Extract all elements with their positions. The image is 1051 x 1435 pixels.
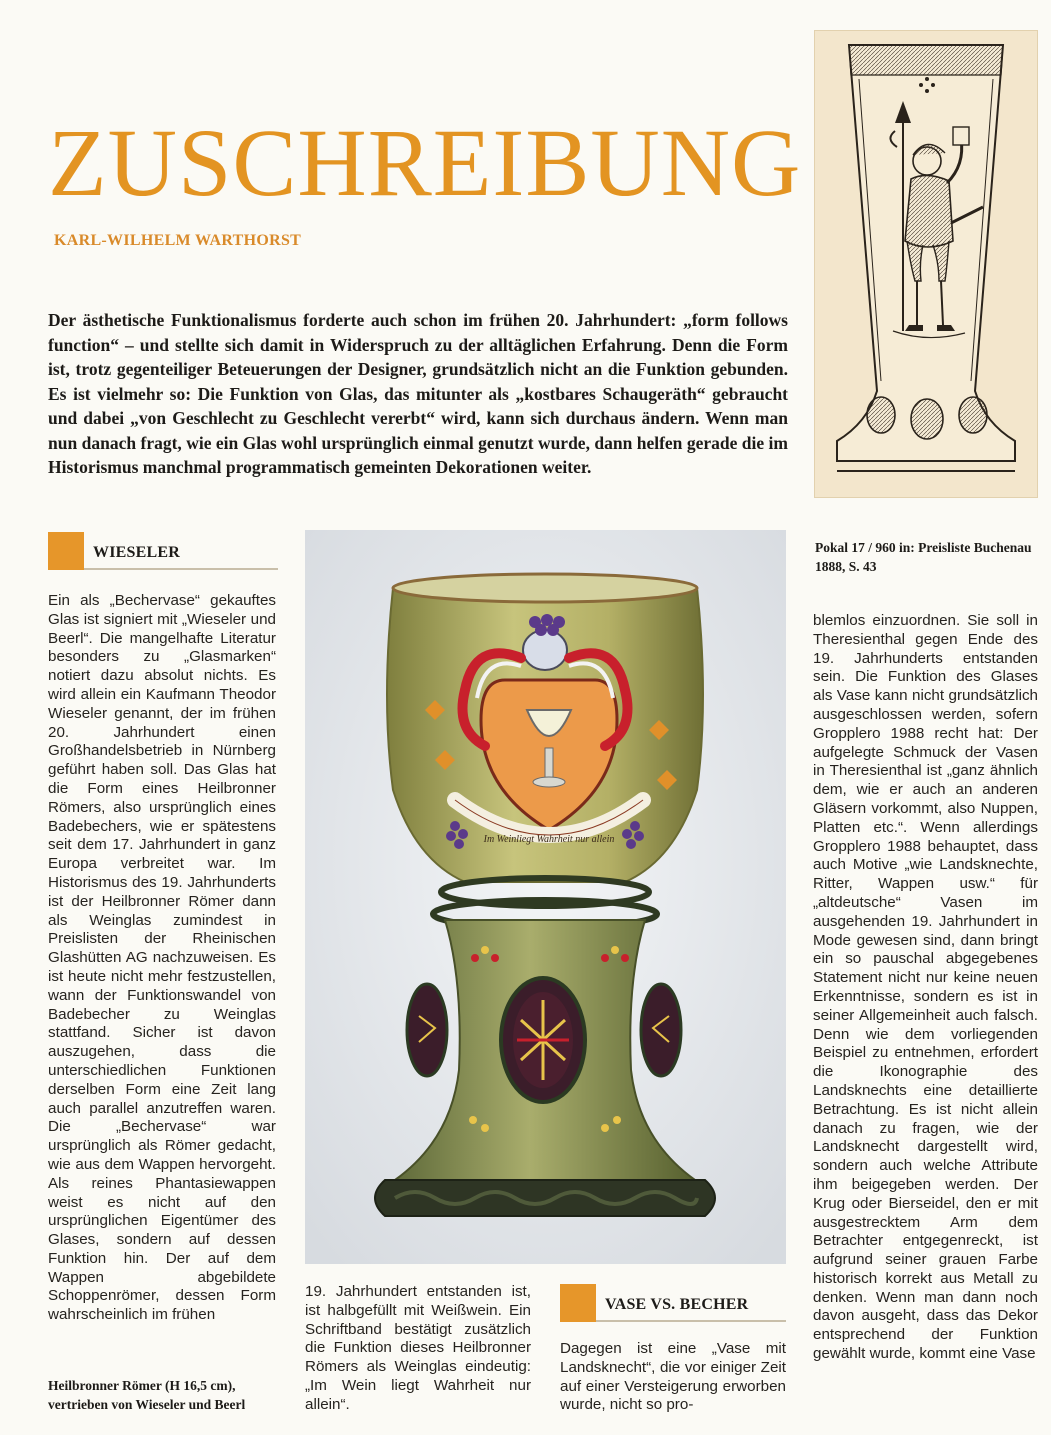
body-column-3: Dagegen ist eine „Vase mit Landsknecht“, die vor einiger Zeit auf einer Versteigerung erworben wurde, nicht so pro- bbox=[560, 1340, 786, 1414]
roemer-photo bbox=[305, 530, 786, 1264]
section-marker-square bbox=[48, 532, 84, 570]
body-column-2: 19. Jahrhundert entstanden ist, ist halbgefüllt mit Weißwein. Ein Schriftband bestätigt zusätzlich die Funktion dieses Heilbronner Römers als Weinglas eindeutig: „Im Wein liegt Wahrheit nur allein“. bbox=[305, 1283, 531, 1413]
section-title-vase: VASE VS. BECHER bbox=[605, 1295, 749, 1313]
section-title-wieseler: WIESELER bbox=[93, 543, 180, 561]
section-marker-square bbox=[560, 1284, 596, 1322]
body-column-4: blemlos einzuordnen. Sie soll in Theresienthal gegen Ende des 19. Jahrhunderts entstanden sein. Die Funktion des Glases als Vase kann nicht grundsätzlich ausgeschlossen werden, sofern Gropplero 1988 recht hat: Der aufgelegte Schmuck der Vasen in Theresienthal ist „ganz ähnlich dem, wie er auch an anderen Gläsern vorkommt, also Nuppen, Platten etc.“. Wenn allerdings Gropplero 1988 behauptet, dass auch Motive „wie Landsknechte, Ritter, Wappen usw.“ für „altdeutsche“ Vasen im ausgehenden 19. Jahrhundert in Mode gewesen sind, dann bringt ein so pauschal abgegebenes Statement nicht nur keine neuen Erkenntnisse, sondern es ist in seiner Allgemeinheit auch falsch. Denn wie dem vorliegenden Beispiel zu entnehmen, erfordert die Ikonographie des Landsknechts eine detaillierte Betrachtung. Es ist nicht allein danach zu fragen, wie der Landsknecht dargestellt wird, sondern auch welche Attribute ihm beigegeben werden. Der Krug oder Bierseidel, den er mit ausgestrecktem Arm dem Betrachter entgegenreckt, ist aufgrund seiner grauen Farbe historisch korrekt aus Metall zu denken. Wenn man dann noch davon ausgeht, dass das Dekor entsprechend der Funktion gewählt wurde, kommt eine Vase bbox=[813, 612, 1038, 1363]
body-column-1: Ein als „Bechervase“ gekauftes Glas ist signiert mit „Wieseler und Beerl“. Die mangelhafte Literatur besonders zu „Glasmarken“ notiert dazu absolut nichts. Es wird allein ein Kaufmann Theodor Wieseler genannt, der im frühen 20. Jahrhundert einen Großhandelsbetrieb in Nürnberg geführt haben soll. Das Glas hat die Form eines Heilbronner Römers, also ursprünglich eines Badebechers, wie er spätestens seit dem 17. Jahrhundert in ganz Europa verbreitet war. Im Historismus des 19. Jahrhunderts ist der Heilbronner Römer dann als Weinglas zumindest in Preislisten der Rheinischen Glashütten AG nachzuweisen. Es ist heute nicht mehr festzustellen, wann der Funktionswandel von Badebecher zu Weinglas stattfand. Sicher ist davon auszugehen, dass die unterschiedlichen Funktionen derselben Form eine Zeit lang auch parallel anzutreffen waren. Die „Bechervase“ war ursprünglich als Römer gedacht, wie aus dem Wappen hervorgeht. Als reines Phantasiewappen weist es nicht auf den ursprünglichen Eigentümer des Glases, sondern auf dessen Funktion hin. Der auf dem Wappen abgebildete Schoppenrömer, dessen Form wahrscheinlich im frühen bbox=[48, 592, 276, 1324]
author-byline: KARL-WILHELM WARTHORST bbox=[54, 232, 302, 249]
section-rule bbox=[596, 1320, 786, 1322]
section-heading-wieseler bbox=[48, 532, 180, 570]
article-title: ZUSCHREIBUNG bbox=[48, 109, 802, 216]
goblet-drawing bbox=[814, 30, 1038, 498]
banner-inscription: Im Weinliegt Wahrheit nur allein bbox=[483, 834, 615, 845]
section-rule bbox=[84, 568, 278, 570]
goblet-engraving-illustration bbox=[815, 31, 1037, 497]
roemer-glass-illustration bbox=[305, 530, 786, 1264]
lead-paragraph: Der ästhetische Funktionalismus forderte auch schon im frühen 20. Jahrhundert: „form follows function“ – und stellte sich damit in Widerspruch zu der alltäglichen Erfahrung. Denn die Form ist, trotz gegenteiliger Beteuerungen der Designer, grundsätzlich nicht an die Funktion gebunden. Es ist vielmehr so: Die Funktion von Glas, das mitunter als „kostbares Schaugeräth“ gebraucht und dabei „von Geschlecht zu Geschlecht vererbt“ wird, kann sich durchaus ändern. Wenn man nun danach fragt, wie ein Glas wohl ursprünglich einmal genutzt wurde, dann helfen gerade die im Historismus manchmal programmatisch gemeinten Dekorationen weiter. bbox=[48, 310, 788, 477]
section-heading-vase bbox=[560, 1284, 748, 1322]
drawing-caption: Pokal 17 / 960 in: Preisliste Buchenau 1888, S. 43 bbox=[815, 540, 1032, 574]
photo-caption: Heilbronner Römer (H 16,5 cm), vertrieben von Wieseler und Beerl bbox=[48, 1378, 246, 1412]
